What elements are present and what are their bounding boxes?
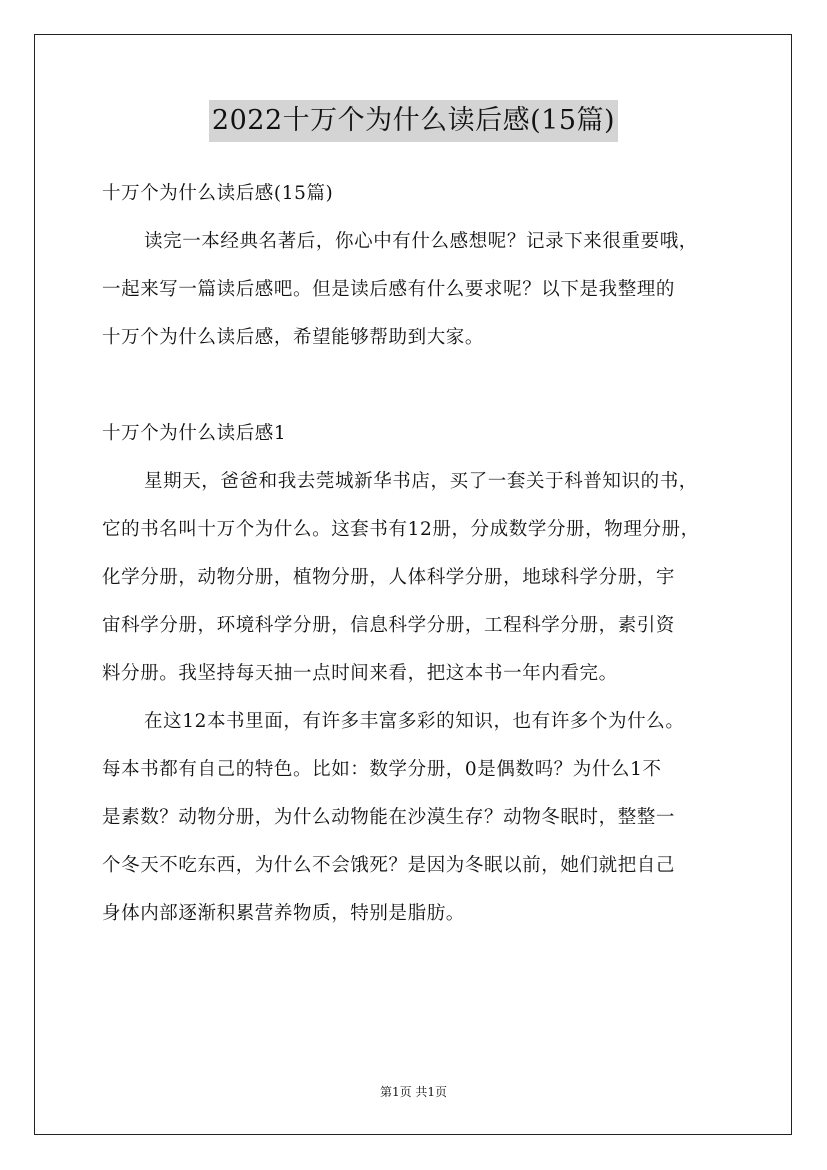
paragraph1-line: 宙科学分册，环境科学分册，信息科学分册，工程科学分册，素引资 <box>102 615 676 636</box>
paragraph1-line: 星期天，爸爸和我去莞城新华书店，买了一套关于科普知识的书， <box>144 471 698 492</box>
paragraph2-line: 每本书都有自己的特色。比如：数学分册，0是偶数吗？为什么1不 <box>102 759 662 780</box>
intro-line: 十万个为什么读后感，希望能够帮助到大家。 <box>102 327 485 348</box>
paragraph2-line: 是素数？动物分册，为什么动物能在沙漠生存？动物冬眠时，整整一 <box>102 807 676 828</box>
paragraph2-line: 在这12本书里面，有许多丰富多彩的知识，也有许多个为什么。 <box>144 711 685 732</box>
document-title: 2022十万个为什么读后感(15篇) <box>209 100 618 142</box>
spacer <box>102 362 732 410</box>
document-body <box>102 170 732 938</box>
paragraph2-line: 身体内部逐渐积累营养物质，特别是脂肪。 <box>102 903 465 924</box>
document-subtitle: 十万个为什么读后感(15篇) <box>102 183 334 204</box>
section-heading: 十万个为什么读后感1 <box>102 423 287 444</box>
paragraph2-line: 个冬天不吃东西，为什么不会饿死？是因为冬眠以前，她们就把自己 <box>102 855 676 876</box>
page-footer: 第1页 共1页 <box>379 1085 448 1099</box>
intro-line: 一起来写一篇读后感吧。但是读后感有什么要求呢？以下是我整理的 <box>102 279 676 300</box>
paragraph1-line: 化学分册，动物分册，植物分册，人体科学分册，地球科学分册，宇 <box>102 567 676 588</box>
paragraph1-line: 它的书名叫十万个为什么。这套书有12册，分成数学分册，物理分册， <box>102 519 700 540</box>
paragraph1-line: 料分册。我坚持每天抽一点时间来看，把这本书一年内看完。 <box>102 663 618 684</box>
intro-line: 读完一本经典名著后，你心中有什么感想呢？记录下来很重要哦， <box>144 231 698 252</box>
title-container <box>0 100 827 142</box>
